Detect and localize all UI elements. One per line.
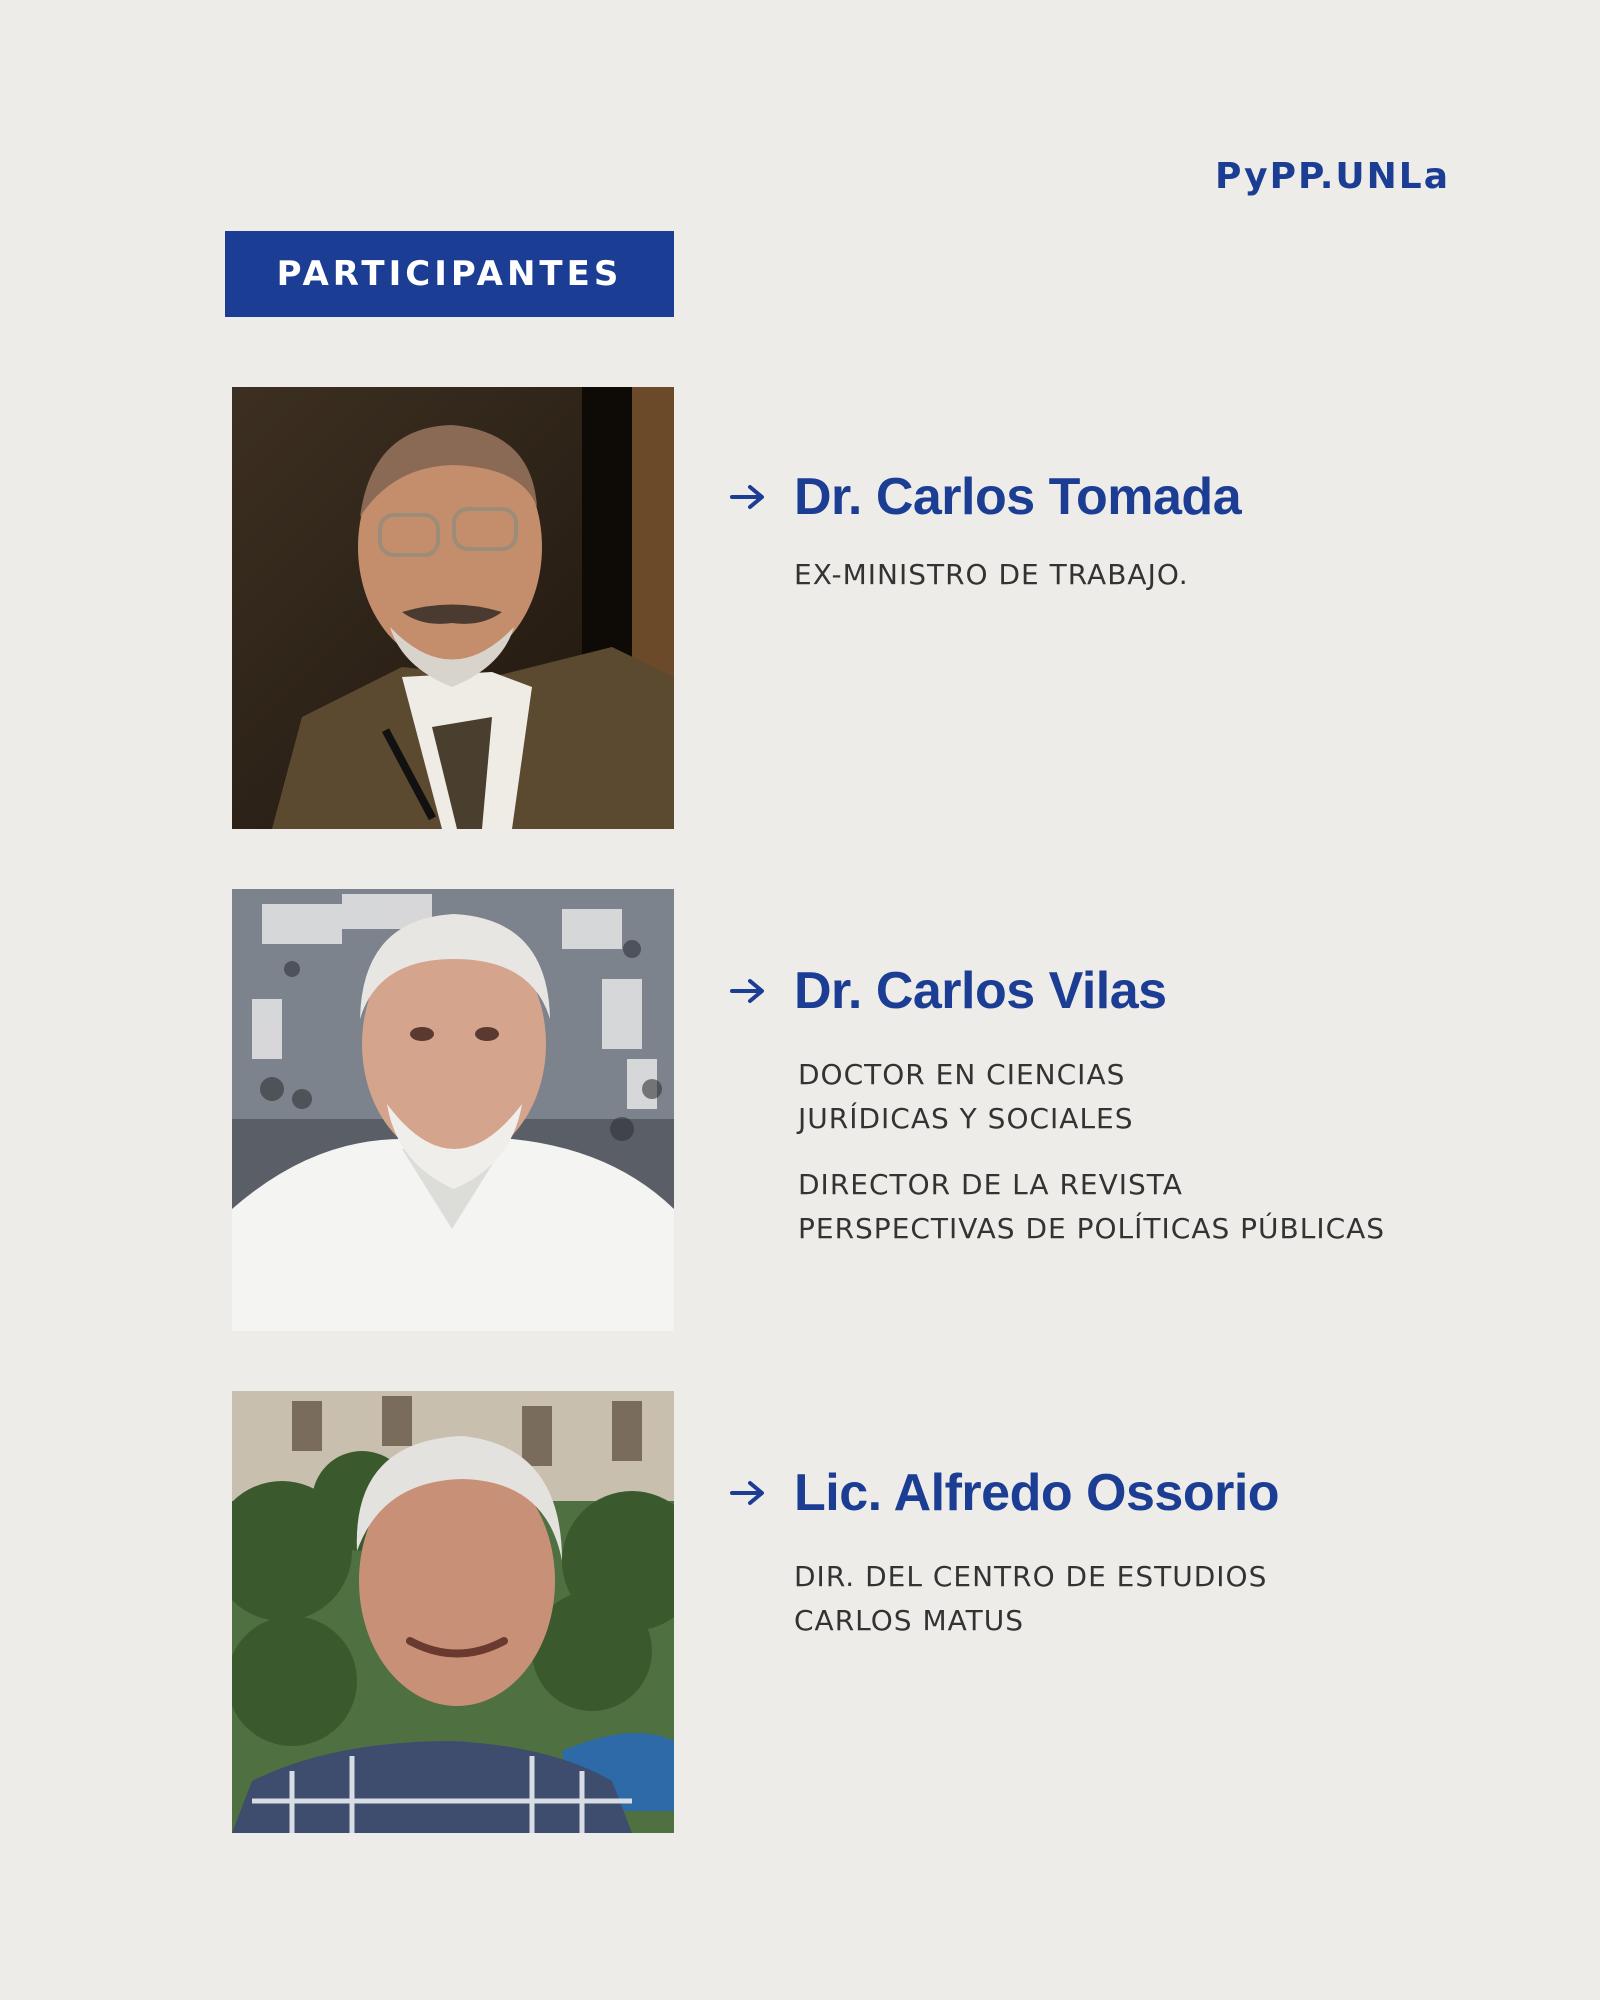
participant-description: DOCTOR EN CIENCIAS JURÍDICAS Y SOCIALES [798,1058,1134,1135]
participant-card [232,387,1482,829]
participant-info [730,1463,1450,1643]
participant-photo [232,387,674,829]
brand-logo-text: PyPP.UNLa [1215,156,1450,197]
participant-name-row [730,467,1450,527]
participant-description: EX-MINISTRO DE TRABAJO. [794,558,1189,591]
arrow-right-icon [730,977,766,1005]
arrow-right-icon [730,483,766,511]
participant-name: Lic. Alfredo Ossorio [794,1464,1280,1522]
participant-card [232,889,1482,1331]
participant-card [232,1391,1482,1833]
participant-description: DIRECTOR DE LA REVISTA PERSPECTIVAS DE POLÍTICAS PÚBLICAS [798,1168,1386,1245]
participant-name-row [730,1463,1450,1523]
arrow-right-icon [730,1479,766,1507]
participant-photo [232,1391,674,1833]
participant-name: Dr. Carlos Vilas [794,962,1167,1020]
participant-name-row [730,961,1450,1021]
participant-description: DIR. DEL CENTRO DE ESTUDIOS CARLOS MATUS [794,1560,1268,1637]
section-title-badge: PARTICIPANTES [225,231,674,317]
participant-info [730,467,1450,597]
participant-info [730,961,1450,1251]
participant-photo [232,889,674,1331]
participant-name: Dr. Carlos Tomada [794,468,1242,526]
